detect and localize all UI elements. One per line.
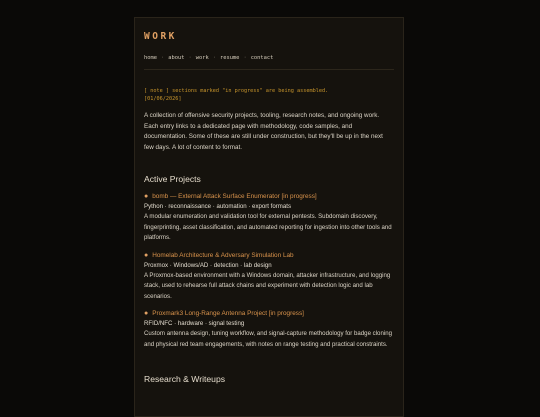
nav-work[interactable]: work	[195, 55, 209, 61]
nav-separator: ·	[160, 55, 165, 61]
project-title[interactable]: Proxmark3 Long-Range Antenna Project [in progress]	[152, 310, 304, 317]
nav-separator: ·	[212, 55, 216, 61]
project-link[interactable]	[144, 309, 394, 319]
bullet-icon: ●	[144, 310, 149, 317]
project-description: Custom antenna design, tuning workflow, and signal-capture methodology for badge cloning and physical red team engagements, with notes on range testing and practical constraints.	[144, 330, 392, 348]
note-text: [ note ] sections marked "in progress" are being assembled.	[144, 88, 329, 94]
project-description: A modular enumeration and validation tool for external pentests. Subdomain discovery, fingerprinting, asset classification, and automated reporting for ingestion into other tools and platforms.	[144, 213, 392, 241]
note-date: [01/06/2026]	[144, 96, 182, 102]
content-panel	[134, 17, 404, 417]
nav-home[interactable]: home	[144, 55, 157, 61]
intro-paragraph: A collection of offensive security projects, tooling, research notes, and ongoing work. Each entry links to a dedicated page with methodology, code samples, and documentation. Some of these are still under construction, but they'll be up in the next few days. A lot of content to format.	[144, 112, 383, 151]
project-link[interactable]	[144, 251, 394, 261]
project-link[interactable]	[144, 192, 394, 202]
project-tags: RFID/NFC · hardware · signal testing	[144, 320, 245, 327]
project-title[interactable]: Homelab Architecture & Adversary Simulation Lab	[152, 251, 294, 259]
list-item	[144, 251, 394, 303]
project-title[interactable]: bomb — External Attack Surface Enumerator [in progress]	[152, 193, 317, 200]
nav-separator: ·	[188, 55, 192, 61]
project-tags: Proxmox · Windows/AD · detection · lab design	[144, 261, 272, 269]
page-title: WORK	[144, 31, 177, 42]
nav-contact[interactable]: contact	[250, 55, 274, 61]
bullet-icon: ●	[144, 193, 149, 200]
status-note	[144, 87, 394, 103]
list-item	[144, 309, 394, 350]
project-list	[144, 192, 394, 350]
top-nav	[144, 55, 394, 61]
section-heading-active: Active Projects	[144, 174, 201, 184]
section-heading-research: Research & Writeups	[144, 374, 226, 384]
bullet-icon: ●	[144, 251, 149, 259]
project-tags: Python · reconnaissance · automation · export formats	[144, 203, 291, 210]
list-item	[144, 192, 394, 244]
nav-separator: ·	[243, 55, 247, 61]
nav-about[interactable]: about	[168, 55, 185, 61]
nav-resume[interactable]: resume	[219, 55, 240, 61]
project-description: A Proxmox-based environment with a Windows domain, attacker infrastructure, and logging stack, used to rehearse full attack chains and experiment with detection logic and lab scenarios.	[144, 271, 391, 300]
nav-divider	[144, 69, 394, 70]
